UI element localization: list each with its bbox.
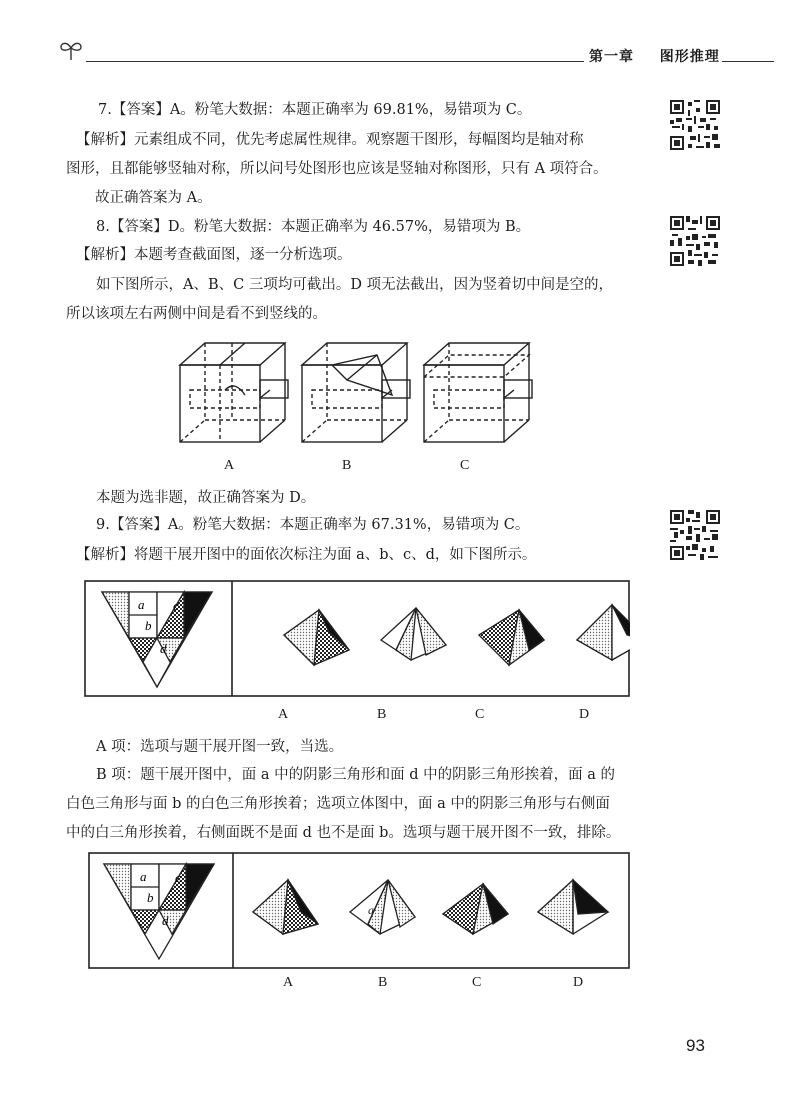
qr-code-icon[interactable] [670,100,720,150]
pyramid2-label-a: A [283,975,294,990]
cube-c [424,343,532,442]
header-rule-right [722,61,774,62]
q8-text-line1: 如下图所示，A、B、C 三项均可截出。D 项无法截出，因为竖着切中间是空的， [96,277,614,293]
face-label-a-2: a [140,869,147,884]
qr-code-icon[interactable] [670,510,720,560]
pyramid2-label-c: C [472,975,482,990]
q7-analysis-line2: 图形，且都能够竖轴对称，所以问号处图形也应该是竖轴对称图形，只有 A 项符合。 [66,161,608,177]
q8-conclusion: 本题为选非题，故正确答案为 D。 [96,490,316,506]
q7-answer: 7.【答案】A。粉笔大数据：本题正确率为 69.81%，易错项为 C。 [98,102,532,118]
pyramid-options [284,605,630,665]
pyramid-options-2 [253,880,608,934]
face-label-b-2: b [147,890,154,905]
pyramid1-label-b: B [377,707,387,722]
pyramid1-label-d: D [579,707,590,722]
cube-label-b: B [342,458,352,473]
q9-option-a: A 项：选项与题干展开图一致，当选。 [96,739,344,755]
pyramid-option-a [284,610,349,665]
q9-option-b-line3: 中的白三角形挨着，右侧面既不是面 d 也不是面 b。选项与题干展开图不一致，排除。 [66,825,621,841]
sprout-icon [58,38,84,64]
chapter-title: 图形推理 [659,49,720,65]
header-rule-left [86,61,584,62]
pyramid-option-c [479,610,544,665]
face-label-d-2: d [162,913,169,928]
pyramid2-option-d [538,880,608,934]
face-label-a: a [138,597,145,612]
face-label-c: c [173,598,179,613]
pyramid1-label-c: C [475,707,485,722]
chapter-number: 第一章 [589,49,634,65]
cube-label-a: A [224,458,235,473]
unfolded-net-2 [104,864,214,959]
q8-answer: 8.【答案】D。粉笔大数据：本题正确率为 46.57%，易错项为 B。 [96,219,531,235]
pyramid2-option-b [350,880,415,934]
face-label-b: b [145,618,152,633]
q8-analysis: 【解析】本题考查截面图，逐一分析选项。 [76,247,352,263]
unfolded-net [102,592,212,687]
q9-analysis: 【解析】将题干展开图中的面依次标注为面 a、b、c、d，如下图所示。 [76,547,537,563]
q9-answer: 9.【答案】A。粉笔大数据：本题正确率为 67.31%，易错项为 C。 [96,517,530,533]
pyramid2-label-d: D [573,975,584,990]
pyramid-figure-2 [88,852,630,969]
q7-analysis-line1: 【解析】元素组成不同，优先考虑属性规律。观察题干图形，每幅图均是轴对称 [76,132,584,148]
cube-a [180,343,288,442]
pyramid2-label-b: B [378,975,388,990]
cube-section-figure [170,335,540,447]
pyramid-option-d [577,605,630,660]
chapter-heading [589,46,720,66]
pyramid1-label-a: A [278,707,289,722]
q9-option-b-line2: 白色三角形与面 b 的白色三角形挨着；选项立体图中，面 a 中的阴影三角形与右侧面 [66,796,610,812]
pyramid2-face-label: a [368,903,374,917]
pyramid2-option-a [253,880,318,934]
pyramid-figure-1 [84,580,630,697]
cube-label-c: C [460,458,470,473]
q7-conclusion: 故正确答案为 A。 [95,190,212,206]
page-number: 93 [686,1036,705,1055]
qr-code-icon[interactable] [670,216,720,266]
face-label-d: d [160,641,167,656]
cube-b [302,343,410,442]
pyramid2-option-c [443,884,508,934]
pyramid-option-b [381,608,446,660]
face-label-c-2: c [175,870,181,885]
q8-text-line2: 所以该项左右两侧中间是看不到竖线的。 [66,306,327,322]
q9-option-b-line1: B 项：题干展开图中，面 a 中的阴影三角形和面 d 中的阴影三角形挨着，面 a 的 [96,767,615,783]
